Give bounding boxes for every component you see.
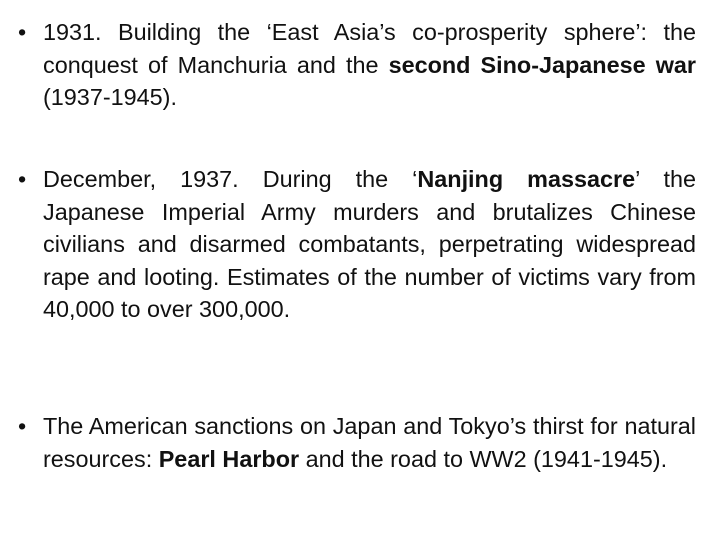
bold-term: Nanjing massacre bbox=[417, 166, 636, 192]
bold-term: Pearl Harbor bbox=[158, 445, 300, 472]
bullet-marker: • bbox=[18, 166, 27, 192]
text-segment: The American sanctions on Japan and Tokyo’s thirst for natural resources: bbox=[43, 413, 696, 472]
text-segment: ’ the Japanese Imperial Army murders and brutalizes Chinese civilians and disarmed combatants, perpetrating widespread rape and looting. Estimates of the number of victims vary from 40,000 to over 300,000. bbox=[43, 166, 696, 322]
bullet-text bbox=[43, 16, 696, 114]
bullet-item bbox=[18, 163, 696, 326]
bullet-marker: • bbox=[18, 19, 27, 45]
bold-term: second Sino-Japanese war bbox=[388, 51, 696, 78]
text-segment: December, 1937. During the ‘ bbox=[43, 166, 418, 192]
bullet-text bbox=[43, 410, 696, 475]
bullet-item bbox=[18, 16, 696, 114]
text-segment: 1931. Building the ‘East Asia’s co-prosperity sphere’: the conquest of Manchuria and the bbox=[43, 19, 696, 78]
text-segment: and the road to WW2 (1941-1945). bbox=[299, 445, 668, 472]
bullet-text bbox=[43, 163, 696, 326]
text-segment: (1937-1945). bbox=[43, 84, 177, 110]
bullet-marker: • bbox=[18, 413, 27, 439]
bullet-item bbox=[18, 410, 696, 475]
